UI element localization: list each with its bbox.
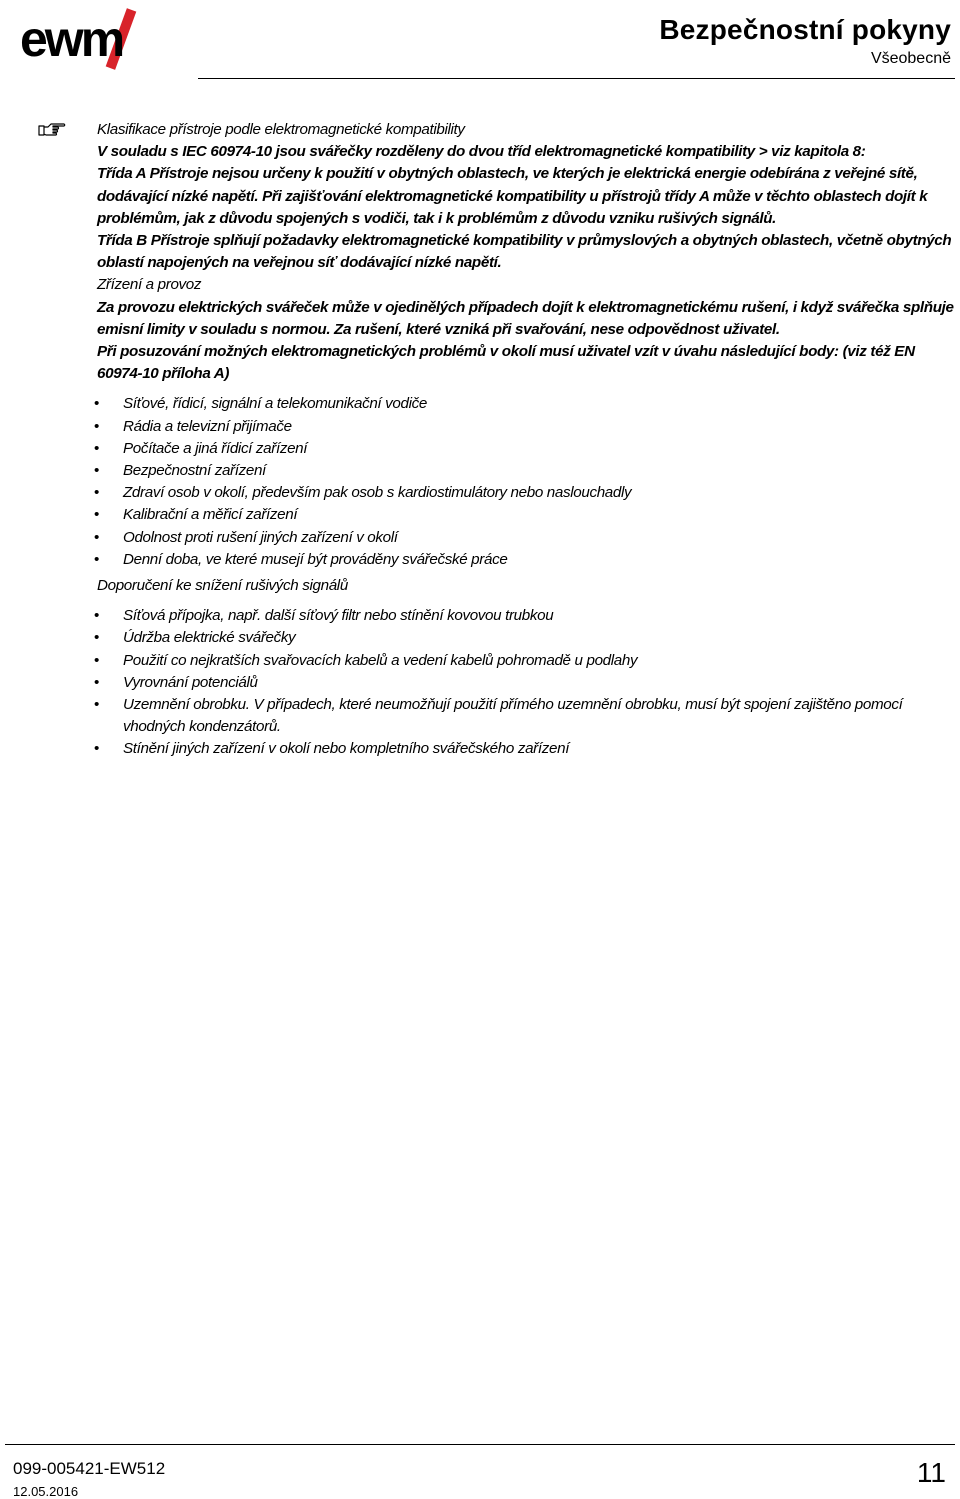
assessment-paragraph: Při posuzování možných elektromagnetických problémů v okolí musí uživatel vzít v úvahu následující body: (viz též EN 60974-10 příloha A) <box>97 343 915 383</box>
list-item: • Odolnost proti rušení jiných zařízení v okolí <box>97 527 957 549</box>
emc-section <box>97 119 957 761</box>
list-item: • Kalibrační a měřicí zařízení <box>97 504 957 526</box>
recommendations-heading: Doporučení ke snížení rušivých signálů <box>97 577 348 595</box>
header-divider <box>198 78 955 79</box>
document-number: 099-005421-EW512 <box>13 1459 166 1478</box>
considerations-list <box>97 393 957 571</box>
list-item: • Počítače a jiná řídicí zařízení <box>97 438 957 460</box>
list-item: • Vyrovnání potenciálů <box>97 672 957 694</box>
list-item: • Síťová přípojka, např. další síťový filtr nebo stínění kovovou trubkou <box>97 605 957 627</box>
document-date: 12.05.2016 <box>13 1484 79 1499</box>
page-subtitle: Všeobecně <box>870 50 951 67</box>
emc-heading: Klasifikace přístroje podle elektromagnetické kompatibility <box>97 121 465 138</box>
pointing-hand-icon <box>38 118 66 138</box>
list-item: • Bezpečnostní zařízení <box>97 460 957 482</box>
page-number: 11 <box>916 1457 946 1488</box>
logo-text: ewm <box>20 11 123 67</box>
recommendations-list <box>97 605 957 760</box>
installation-heading: Zřízení a provoz <box>97 276 202 294</box>
list-item: • Použití co nejkratších svařovacích kabelů a vedení kabelů pohromadě u podlahy <box>97 650 957 672</box>
list-item: • Stínění jiných zařízení v okolí nebo kompletního svářečského zařízení <box>97 738 957 760</box>
class-b-paragraph: Třída B Přístroje splňují požadavky elektromagnetické kompatibility v průmyslových a obytných oblastech, včetně obytných oblastí napojených na veřejnou síť dodávající nízké napětí. <box>97 232 952 272</box>
list-item: • Rádia a televizní přijímače <box>97 416 957 438</box>
ewm-logo <box>20 6 165 70</box>
footer-divider <box>5 1444 955 1445</box>
emc-intro: V souladu s IEC 60974-10 jsou svářečky rozděleny do dvou tříd elektromagnetické kompatibility > viz kapitola 8: <box>97 143 866 161</box>
page-title: Bezpečnostní pokyny <box>659 14 951 45</box>
operation-paragraph: Za provozu elektrických svářeček může v ojedinělých případech dojít k elektromagnetickému rušení, i když svářečka splňuje emisní limity v souladu s normou. Za rušení, které vzniká při svařování, nese odpovědnost uživatel. <box>97 298 954 338</box>
class-a-paragraph: Třída A Přístroje nejsou určeny k použití v obytných oblastech, ve kterých je elektrická energie odebírána z veřejné sítě, dodávající nízké napětí. Při zajišťování elektromagnetické kompatibility u přístrojů třídy A může v těchto oblastech dojít k problémům, jak z důvodu spojených s vodiči, tak i k problémům z důvodu vzniku rušivých signálů. <box>97 165 928 227</box>
list-item: • Zdraví osob v okolí, především pak osob s kardiostimulátory nebo naslouchadly <box>97 482 957 504</box>
list-item: • Údržba elektrické svářečky <box>97 627 957 649</box>
list-item: • Uzemnění obrobku. V případech, které neumožňují použití přímého uzemnění obrobku, musí být spojení zajištěno pomocí vhodných kondenzátorů. <box>97 694 957 738</box>
list-item: • Denní doba, ve které musejí být prováděny svářečské práce <box>97 549 957 571</box>
list-item: • Síťové, řídicí, signální a telekomunikační vodiče <box>97 393 957 415</box>
